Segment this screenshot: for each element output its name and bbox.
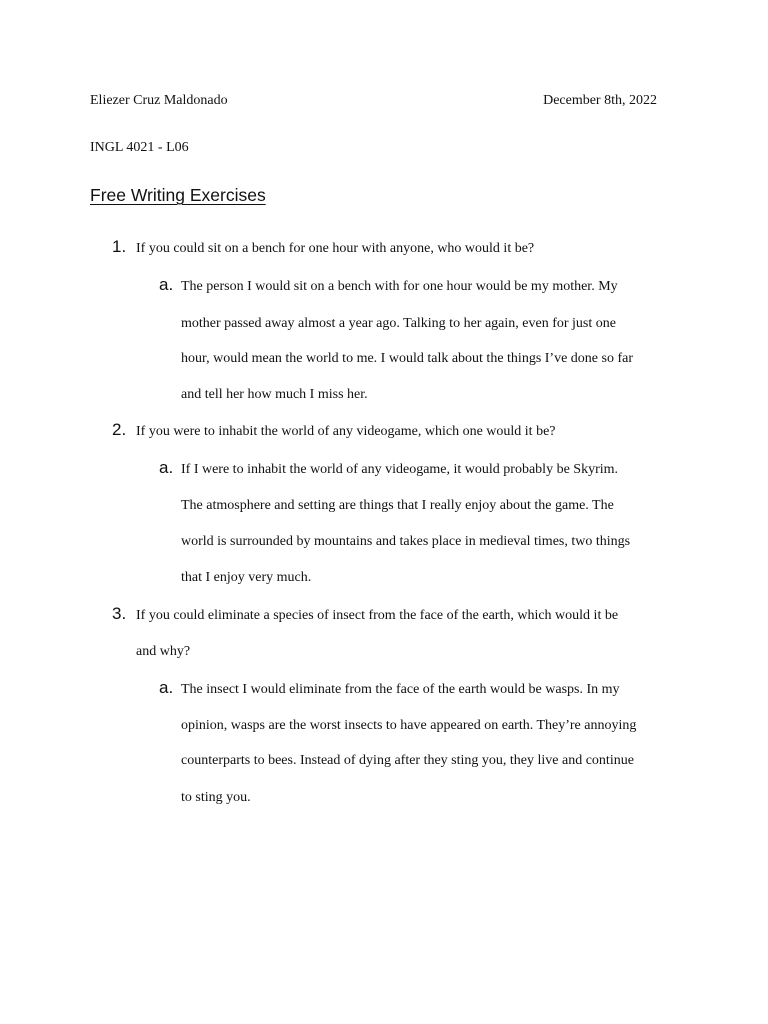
- question-2-number: 2.: [112, 420, 127, 439]
- answer-2-line: If I were to inhabit the world of any videogame, it would probably be Skyrim.: [181, 462, 619, 477]
- answer-3-line: The insect I would eliminate from the face of the earth would be wasps. In my: [181, 682, 620, 697]
- question-1-text: If you could sit on a bench for one hour with anyone, who would it be?: [136, 241, 535, 256]
- document-title: Free Writing Exercises: [90, 185, 266, 205]
- answer-2-letter: a.: [159, 458, 174, 477]
- question-3-text: and why?: [136, 644, 191, 659]
- answer-1-line: hour, would mean the world to me. I would talk about the things I’ve done so far: [181, 351, 634, 366]
- answer-3-line: counterparts to bees. Instead of dying after they sting you, they live and continue: [181, 753, 634, 768]
- answer-3-letter: a.: [159, 678, 174, 697]
- answer-1-line: and tell her how much I miss her.: [181, 387, 368, 402]
- answer-1-line: The person I would sit on a bench with for one hour would be my mother. My: [181, 279, 618, 294]
- answer-1-letter: a.: [159, 275, 174, 294]
- question-3-text: If you could eliminate a species of insect from the face of the earth, which would it be: [136, 608, 619, 623]
- author-name: Eliezer Cruz Maldonado: [90, 93, 228, 108]
- answer-3-line: to sting you.: [181, 790, 251, 805]
- course-code: INGL 4021 - L06: [90, 140, 189, 155]
- answer-2-line: world is surrounded by mountains and takes place in medieval times, two things: [181, 534, 631, 549]
- question-1-number: 1.: [112, 237, 127, 256]
- answer-1-line: mother passed away almost a year ago. Talking to her again, even for just one: [181, 316, 616, 331]
- answer-3-line: opinion, wasps are the worst insects to have appeared on earth. They’re annoying: [181, 718, 637, 733]
- question-2-text: If you were to inhabit the world of any videogame, which one would it be?: [136, 424, 556, 439]
- document-date: December 8th, 2022: [543, 93, 657, 108]
- answer-2-line: that I enjoy very much.: [181, 570, 312, 585]
- answer-2-line: The atmosphere and setting are things that I really enjoy about the game. The: [181, 498, 614, 513]
- question-3-number: 3.: [112, 604, 127, 623]
